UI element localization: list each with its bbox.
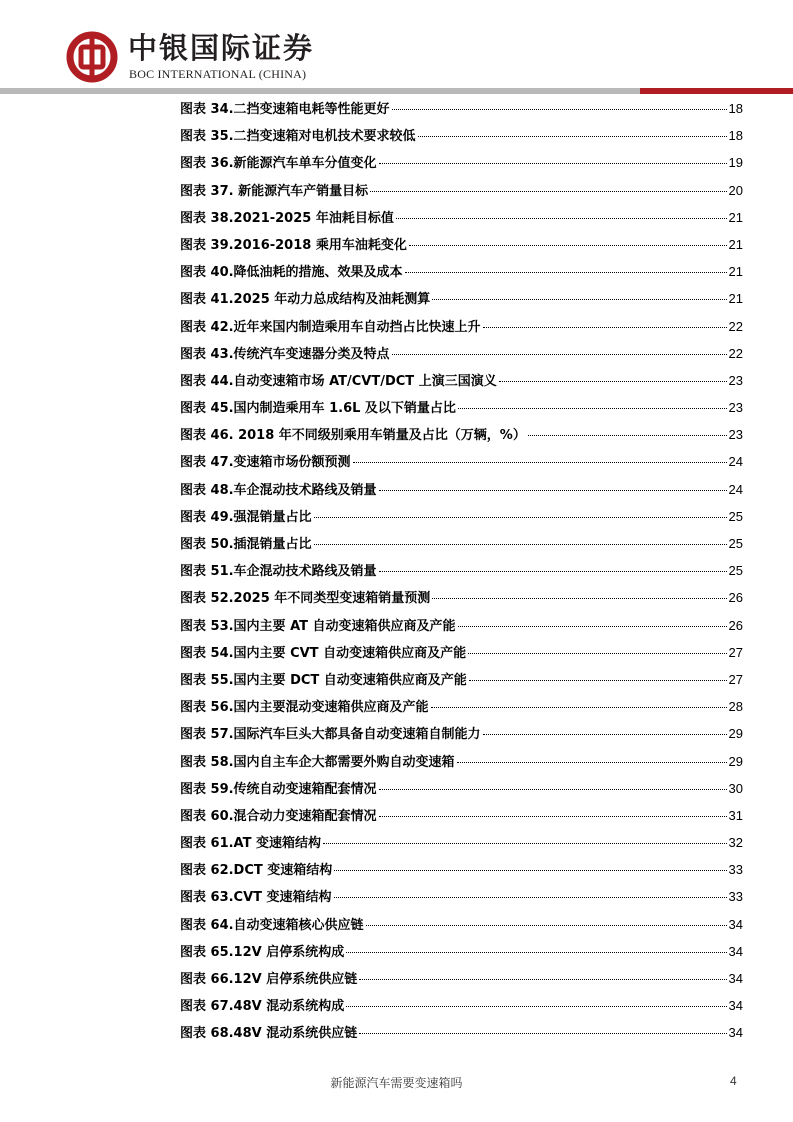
toc-dot-leader bbox=[499, 380, 727, 382]
toc-entry-label: 图表 49.强混销量占比 bbox=[180, 509, 312, 525]
toc-entry-page: 27 bbox=[728, 644, 743, 660]
toc-dot-leader bbox=[353, 461, 727, 463]
toc-dot-leader bbox=[528, 434, 727, 436]
toc-entry-label: 图表 43.传统汽车变速器分类及特点 bbox=[180, 346, 390, 362]
toc-entry[interactable] bbox=[180, 775, 743, 802]
toc-entry-label: 图表 39.2016-2018 乘用车油耗变化 bbox=[180, 237, 407, 253]
toc-entry[interactable] bbox=[180, 421, 743, 448]
toc-entry-label: 图表 67.48V 混动系统构成 bbox=[180, 999, 345, 1015]
toc-entry-page: 21 bbox=[728, 209, 743, 225]
toc-entry-label: 图表 50.插混销量占比 bbox=[180, 537, 312, 552]
toc-entry-page: 22 bbox=[728, 318, 743, 334]
toc-entry-page: 27 bbox=[728, 671, 743, 687]
toc-entry[interactable] bbox=[180, 367, 743, 394]
toc-entry[interactable] bbox=[180, 992, 743, 1019]
toc-entry-label: 图表 38.2021-2025 年油耗目标值 bbox=[180, 210, 394, 226]
toc-dot-leader bbox=[314, 543, 727, 545]
toc-entry[interactable] bbox=[180, 802, 743, 829]
toc-entry[interactable] bbox=[180, 557, 743, 584]
toc-entry[interactable] bbox=[180, 340, 743, 367]
toc-entry-page: 32 bbox=[728, 835, 743, 851]
toc-entry-label: 图表 35.二挡变速箱对电机技术要求较低 bbox=[180, 129, 416, 145]
toc-dot-leader bbox=[431, 706, 727, 708]
toc-entry-label: 图表 58.国内自主车企大都需要外购自动变速箱 bbox=[180, 754, 455, 770]
toc-entry-label: 图表 37. 新能源汽车产销量目标 bbox=[180, 183, 369, 199]
brand-name-chinese: 中银国际证券 bbox=[128, 31, 315, 65]
toc-dot-leader bbox=[483, 733, 727, 735]
toc-entry-label: 图表 68.48V 混动系统供应链 bbox=[180, 1026, 358, 1042]
toc-entry-page: 25 bbox=[728, 508, 743, 524]
toc-dot-leader bbox=[458, 625, 727, 627]
toc-dot-leader bbox=[379, 570, 727, 572]
toc-entry[interactable] bbox=[180, 666, 743, 693]
toc-entry-label: 图表 63.CVT 变速箱结构 bbox=[180, 890, 332, 906]
toc-entry-label: 图表 47.变速箱市场份额预测 bbox=[180, 455, 351, 471]
toc-dot-leader bbox=[346, 1005, 726, 1007]
toc-entry[interactable] bbox=[180, 177, 743, 204]
toc-entry[interactable] bbox=[180, 258, 743, 285]
footer-page-number: 4 bbox=[730, 1074, 737, 1088]
toc-dot-leader bbox=[432, 597, 726, 599]
toc-entry-label: 图表 60.混合动力变速箱配套情况 bbox=[180, 808, 377, 824]
toc-dot-leader bbox=[379, 489, 727, 491]
toc-entry[interactable] bbox=[180, 313, 743, 340]
toc-entry-label: 图表 45.国内制造乘用车 1.6L 及以下销量占比 bbox=[180, 401, 456, 417]
toc-entry-label: 图表 52.2025 年不同类型变速箱销量预测 bbox=[180, 591, 431, 607]
toc-entry-page: 22 bbox=[728, 345, 743, 361]
toc-entry-label: 图表 36.新能源汽车单车分值变化 bbox=[180, 156, 377, 172]
toc-entry-page: 28 bbox=[728, 699, 743, 715]
toc-entry-page: 33 bbox=[728, 862, 743, 878]
toc-entry[interactable] bbox=[180, 1019, 743, 1046]
toc-entry-label: 图表 62.DCT 变速箱结构 bbox=[180, 863, 333, 879]
toc-entry[interactable] bbox=[180, 693, 743, 720]
toc-entry-page: 26 bbox=[728, 617, 743, 633]
toc-entry[interactable] bbox=[180, 530, 743, 557]
toc-entry-label: 图表 44.自动变速箱市场 AT/CVT/DCT 上演三国演义 bbox=[180, 373, 497, 389]
toc-dot-leader bbox=[405, 271, 727, 273]
toc-entry[interactable] bbox=[180, 720, 743, 747]
toc-entry-label: 图表 48.车企混动技术路线及销量 bbox=[180, 482, 377, 498]
toc-entry-label: 图表 42.近年来国内制造乘用车自动挡占比快速上升 bbox=[180, 319, 481, 335]
toc-dot-leader bbox=[359, 1032, 726, 1034]
toc-entry-page: 33 bbox=[728, 889, 743, 905]
boc-logo-icon bbox=[66, 31, 118, 83]
toc-entry-page: 20 bbox=[728, 182, 743, 198]
toc-entry[interactable] bbox=[180, 639, 743, 666]
toc-entry[interactable] bbox=[180, 394, 743, 421]
toc-entry-page: 23 bbox=[728, 372, 743, 388]
toc-entry[interactable] bbox=[180, 149, 743, 176]
toc-entry[interactable] bbox=[180, 748, 743, 775]
toc-entry[interactable] bbox=[180, 856, 743, 883]
toc-dot-leader bbox=[483, 326, 727, 328]
toc-entry-label: 图表 59.传统自动变速箱配套情况 bbox=[180, 781, 377, 797]
toc-entry-label: 图表 61.AT 变速箱结构 bbox=[180, 836, 322, 852]
toc-dot-leader bbox=[334, 896, 727, 898]
toc-entry[interactable] bbox=[180, 829, 743, 856]
toc-entry-page: 30 bbox=[728, 780, 743, 796]
footer-report-title: 新能源汽车需要变速箱吗 bbox=[330, 1076, 463, 1090]
toc-entry-page: 24 bbox=[728, 454, 743, 470]
toc-dot-leader bbox=[379, 815, 727, 817]
figure-index-list bbox=[180, 95, 743, 1047]
page-header bbox=[0, 0, 793, 96]
toc-dot-leader bbox=[469, 679, 727, 681]
toc-dot-leader bbox=[392, 353, 727, 355]
toc-entry-label: 图表 57.国际汽车巨头大都具备自动变速箱自制能力 bbox=[180, 727, 481, 743]
toc-entry[interactable] bbox=[180, 584, 743, 611]
toc-entry[interactable] bbox=[180, 204, 743, 231]
toc-entry[interactable] bbox=[180, 938, 743, 965]
toc-entry[interactable] bbox=[180, 231, 743, 258]
toc-entry[interactable] bbox=[180, 965, 743, 992]
toc-entry-page: 34 bbox=[728, 1025, 743, 1041]
toc-entry-label: 图表 66.12V 启停系统供应链 bbox=[180, 972, 358, 987]
toc-entry-label: 图表 55.国内主要 DCT 自动变速箱供应商及产能 bbox=[180, 672, 467, 688]
toc-dot-leader bbox=[396, 217, 727, 219]
brand-name-english: BOC INTERNATIONAL (CHINA) bbox=[129, 67, 307, 81]
toc-dot-leader bbox=[314, 516, 727, 518]
toc-entry-page: 21 bbox=[728, 291, 743, 307]
toc-entry[interactable] bbox=[180, 503, 743, 530]
toc-dot-leader bbox=[379, 788, 727, 790]
toc-dot-leader bbox=[432, 298, 726, 300]
toc-entry-page: 34 bbox=[728, 971, 743, 986]
toc-entry[interactable] bbox=[180, 883, 743, 910]
toc-entry-page: 18 bbox=[728, 128, 743, 144]
toc-dot-leader bbox=[409, 244, 727, 246]
toc-entry-page: 18 bbox=[728, 101, 743, 116]
toc-dot-leader bbox=[334, 869, 726, 871]
toc-entry-page: 25 bbox=[728, 563, 743, 579]
toc-entry-page: 23 bbox=[728, 427, 743, 443]
toc-entry[interactable] bbox=[180, 911, 743, 938]
toc-entry-label: 图表 53.国内主要 AT 自动变速箱供应商及产能 bbox=[180, 618, 456, 634]
toc-entry-page: 31 bbox=[728, 807, 743, 823]
toc-entry[interactable] bbox=[180, 476, 743, 503]
toc-entry[interactable] bbox=[180, 448, 743, 475]
toc-entry-page: 21 bbox=[728, 236, 743, 252]
toc-entry-label: 图表 56.国内主要混动变速箱供应商及产能 bbox=[180, 700, 429, 716]
toc-entry-page: 23 bbox=[728, 400, 743, 416]
toc-entry-page: 29 bbox=[728, 753, 743, 769]
toc-dot-leader bbox=[379, 162, 727, 164]
toc-entry-label: 图表 65.12V 启停系统构成 bbox=[180, 944, 345, 960]
toc-dot-leader bbox=[458, 407, 727, 409]
toc-entry-label: 图表 64.自动变速箱核心供应链 bbox=[180, 917, 364, 933]
toc-dot-leader bbox=[366, 924, 727, 926]
toc-entry-page: 34 bbox=[728, 998, 743, 1014]
toc-dot-leader bbox=[346, 951, 726, 953]
toc-entry-page: 19 bbox=[728, 155, 743, 171]
toc-entry-label: 图表 34.二挡变速箱电耗等性能更好 bbox=[180, 102, 390, 117]
toc-entry[interactable] bbox=[180, 612, 743, 639]
toc-dot-leader bbox=[418, 135, 727, 137]
toc-entry-label: 图表 41.2025 年动力总成结构及油耗测算 bbox=[180, 292, 431, 308]
toc-entry[interactable] bbox=[180, 122, 743, 149]
toc-entry[interactable] bbox=[180, 285, 743, 312]
header-accent-bar bbox=[640, 88, 793, 94]
toc-dot-leader bbox=[468, 652, 726, 654]
header-divider bbox=[0, 88, 640, 94]
toc-entry-page: 21 bbox=[728, 264, 743, 280]
toc-dot-leader bbox=[392, 108, 727, 110]
toc-entry-page: 24 bbox=[728, 481, 743, 497]
toc-dot-leader bbox=[359, 978, 726, 980]
toc-entry-page: 34 bbox=[728, 916, 743, 932]
toc-entry-label: 图表 46. 2018 年不同级别乘用车销量及占比（万辆，%） bbox=[180, 428, 526, 444]
toc-entry-page: 25 bbox=[728, 536, 743, 551]
toc-dot-leader bbox=[370, 190, 726, 192]
toc-entry-label: 图表 40.降低油耗的措施、效果及成本 bbox=[180, 265, 403, 281]
toc-entry-page: 34 bbox=[728, 943, 743, 959]
toc-dot-leader bbox=[323, 842, 727, 844]
toc-entry-page: 29 bbox=[728, 726, 743, 742]
toc-dot-leader bbox=[457, 761, 727, 763]
toc-entry[interactable] bbox=[180, 95, 743, 122]
toc-entry-label: 图表 51.车企混动技术路线及销量 bbox=[180, 564, 377, 580]
toc-entry-label: 图表 54.国内主要 CVT 自动变速箱供应商及产能 bbox=[180, 645, 467, 661]
toc-entry-page: 26 bbox=[728, 590, 743, 606]
